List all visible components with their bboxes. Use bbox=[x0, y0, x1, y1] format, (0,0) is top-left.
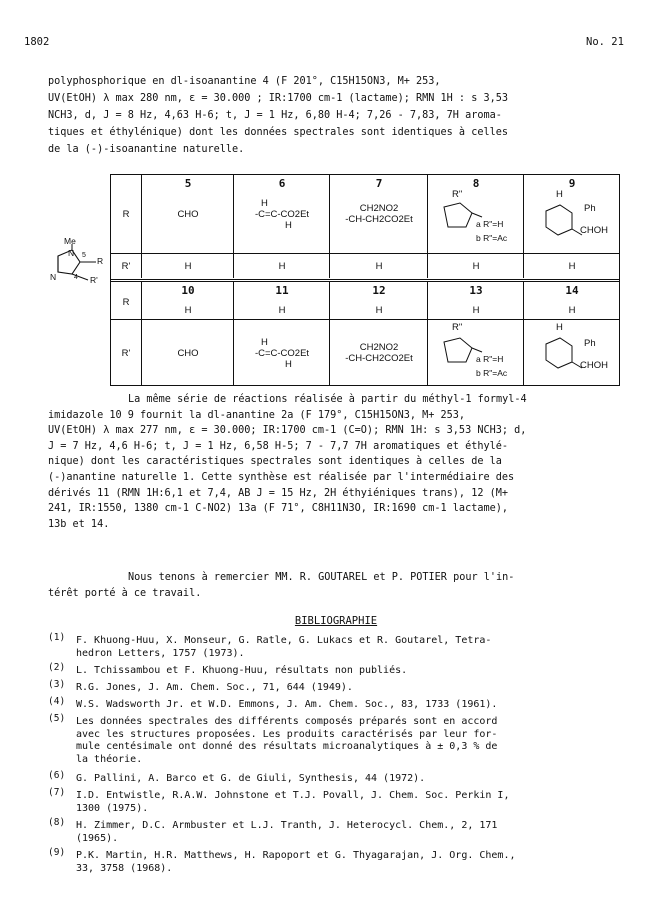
table-cell bbox=[523, 254, 620, 278]
table-cell bbox=[427, 254, 524, 278]
substituent-text: H bbox=[375, 260, 383, 272]
reference-number: (8) bbox=[48, 817, 66, 828]
methyl-label: Me bbox=[64, 236, 76, 246]
body-line: J = 7 Hz, 4,6 H-6; t, J = 1 Hz, 6,58 H-5; 7 - 7,7 7H aromatiques et éthylé- bbox=[48, 440, 509, 452]
intro-line: UV(EtOH) λ max 280 nm, ε = 30.000 ; IR:1700 cm-1 (lactame); RMN 1H : s 3,53 bbox=[48, 93, 509, 104]
table-cell bbox=[427, 282, 524, 322]
substituent-text: -C=C-CO2Et bbox=[254, 208, 310, 220]
reference-text: L. Tchissambou et F. Khuong-Huu, résultats non publiés. bbox=[76, 665, 408, 676]
table-cell bbox=[523, 320, 620, 386]
reference-text: H. Zimmer, D.C. Armbuster et L.J. Tranth, J. Heterocycl. Chem., 2, 171 (1965). bbox=[76, 820, 498, 844]
compound-number: 10 bbox=[181, 284, 195, 297]
lactam-ring-drawing bbox=[436, 332, 486, 370]
acknowledgement-line: Nous tenons à remercier MM. R. GOUTAREL et P. POTIER pour l'in- bbox=[128, 572, 515, 583]
body-line: UV(EtOH) λ max 277 nm, ε = 30.000; IR:1700 cm-1 (C=O); RMN 1H: s 3,53 NCH3; d, bbox=[48, 425, 527, 437]
piperidine-ring-drawing bbox=[536, 199, 586, 243]
reference-number: (5) bbox=[48, 713, 66, 724]
pos4-label: 4 bbox=[74, 274, 78, 281]
reference-text: G. Pallini, A. Barco et G. de Giuli, Synthesis, 44 (1972). bbox=[76, 773, 426, 784]
table-cell bbox=[233, 282, 330, 322]
substituent-text: Ph bbox=[584, 338, 596, 349]
table-cell bbox=[233, 175, 330, 253]
body-line: imidazole 10 9 fournit la dl-anantine 2a (F 179°, C15H15ON3, M+ 253, bbox=[48, 409, 466, 421]
acknowledgement-line: térêt porté à ce travail. bbox=[48, 587, 202, 599]
substituent-text: H bbox=[260, 197, 268, 209]
body-line: (-)anantine naturelle 1. Cette synthèse est réalisée par l'intermédiaire des bbox=[48, 471, 515, 483]
body-line: dérivés 11 (RMN 1H:6,1 et 7,4, AB J = 15 Hz, 2H éthyiéniques trans), 12 (M+ bbox=[48, 487, 509, 499]
table-row bbox=[111, 279, 619, 322]
compound-number: 8 bbox=[472, 177, 480, 190]
substituent-text: b R"=Ac bbox=[476, 368, 508, 378]
substituent-text: H bbox=[472, 260, 480, 272]
substituent-text: H bbox=[556, 189, 563, 200]
acknowledgement bbox=[48, 570, 628, 601]
lactam-ring-drawing bbox=[436, 197, 486, 235]
table-cell bbox=[233, 320, 330, 386]
table-row bbox=[111, 253, 619, 278]
row-label-r-prime: R' bbox=[121, 260, 131, 272]
reference-text: W.S. Wadsworth Jr. et W.D. Emmons, J. Am. Chem. Soc., 83, 1733 (1961). bbox=[76, 699, 498, 710]
substituent-text: H bbox=[278, 304, 286, 316]
body-line: 241, IR:1550, 1380 cm-1 C-NO2) 13a (F 71°, C8H11N3O, IR:1690 cm-1 lactame), bbox=[48, 503, 509, 515]
page-number: 1802 bbox=[24, 36, 50, 48]
reference-number: (7) bbox=[48, 787, 66, 798]
substituent-text: H bbox=[278, 260, 286, 272]
substituent-text: H bbox=[184, 260, 192, 272]
compound-number: 6 bbox=[278, 177, 286, 190]
substituent-text: H bbox=[284, 219, 292, 231]
n1-label: N bbox=[68, 248, 75, 258]
table-cell bbox=[329, 175, 428, 253]
substituent-text: R" bbox=[452, 189, 463, 200]
substituent-text: -CH-CH2CO2Et bbox=[345, 353, 413, 364]
substituent-text: CH2NO2 bbox=[359, 342, 399, 353]
table-row bbox=[111, 319, 619, 386]
reference-number: (4) bbox=[48, 696, 66, 707]
substituent-text: CHO bbox=[177, 208, 199, 220]
compound-number: 12 bbox=[372, 284, 386, 297]
issue-number: No. 21 bbox=[586, 36, 624, 48]
intro-line: NCH3, d, J = 8 Hz, 4,63 H-6; t, J = 1 Hz, 6,80 H-4; 7,26 - 7,83, 7H aroma- bbox=[48, 110, 502, 121]
imidazole-structure bbox=[36, 236, 112, 292]
substituent-text: H bbox=[260, 336, 268, 348]
reference-number: (1) bbox=[48, 632, 66, 643]
substituent-text: H bbox=[568, 260, 576, 272]
table-cell bbox=[523, 175, 620, 253]
substituent-text: H bbox=[184, 304, 192, 316]
substituent-text: H bbox=[375, 304, 383, 316]
substituent-text: H bbox=[556, 322, 563, 333]
r-substituent-label: R bbox=[97, 256, 104, 266]
compound-table bbox=[110, 174, 620, 386]
reference-number: (6) bbox=[48, 770, 66, 781]
n3-label: N bbox=[50, 272, 57, 282]
body-line: nique) dont les caractéristiques spectrales sont identiques à celles de la bbox=[48, 456, 502, 468]
intro-line: polyphosphorique en dl-isoanantine 4 (F 201°, C15H15ON3, M+ 253, bbox=[48, 76, 441, 87]
substituent-text: H bbox=[472, 304, 480, 316]
compound-number: 7 bbox=[375, 177, 383, 190]
table-cell bbox=[141, 175, 234, 253]
reference-text: Les données spectrales des différents composés préparés sont en accord avec les structures proposées. Les produits caractérisés par leur for- mule centésimale ont donné des résultats microanalytiques à ± 0,3 % de la théorie. bbox=[76, 716, 498, 765]
reference-number: (2) bbox=[48, 662, 66, 673]
substituent-text: CHO bbox=[177, 347, 199, 359]
substituent-text: a R"=H bbox=[476, 354, 504, 364]
substituent-text: -CH-CH2CO2Et bbox=[345, 214, 413, 225]
compound-number: 13 bbox=[469, 284, 483, 297]
row-label-r-prime: R' bbox=[121, 347, 131, 359]
reference-text: R.G. Jones, J. Am. Chem. Soc., 71, 644 (1949). bbox=[76, 682, 353, 693]
reference-number: (3) bbox=[48, 679, 66, 690]
substituent-text: a R"=H bbox=[476, 219, 504, 229]
table-cell bbox=[427, 175, 524, 253]
reference-text: I.D. Entwistle, R.A.W. Johnstone et T.J. Povall, J. Chem. Soc. Perkin I, 1300 (1975). bbox=[76, 790, 510, 814]
compound-number: 9 bbox=[568, 177, 576, 190]
reference-text: F. Khuong-Huu, X. Monseur, G. Ratle, G. Lukacs et R. Goutarel, Tetra- hedron Letters, 1757 (1973). bbox=[76, 635, 492, 659]
body-line: 13b et 14. bbox=[48, 518, 110, 530]
substituent-text: R" bbox=[452, 322, 463, 333]
substituent-text: CH2NO2 bbox=[359, 203, 399, 214]
row-label-r: R bbox=[122, 208, 130, 220]
compound-number: 11 bbox=[275, 284, 289, 297]
substituent-text: -C=C-CO2Et bbox=[254, 347, 310, 359]
substituent-text: Ph bbox=[584, 203, 596, 214]
substituent-text: H bbox=[284, 358, 292, 370]
row-label-r: R bbox=[122, 296, 130, 308]
intro-line: de la (-)-isoanantine naturelle. bbox=[48, 144, 245, 155]
table-cell bbox=[329, 254, 428, 278]
bibliography-heading: BIBLIOGRAPHIE bbox=[294, 615, 378, 627]
reference-number: (9) bbox=[48, 847, 66, 858]
table-cell bbox=[141, 282, 234, 322]
table-cell bbox=[233, 254, 330, 278]
table-cell bbox=[141, 254, 234, 278]
substituent-text: CHOH bbox=[580, 360, 608, 371]
body-paragraph bbox=[48, 392, 620, 532]
substituent-text: b R"=Ac bbox=[476, 233, 508, 243]
compound-number: 14 bbox=[565, 284, 579, 297]
table-cell bbox=[329, 282, 428, 322]
piperidine-ring-drawing bbox=[536, 332, 586, 376]
substituent-text: CHOH bbox=[580, 225, 608, 236]
table-cell bbox=[427, 320, 524, 386]
r-prime-substituent-label: R' bbox=[90, 275, 98, 285]
intro-line: tiques et éthylénique) dont les données spectrales sont identiques à celles bbox=[48, 127, 509, 138]
body-line: La même série de réactions réalisée à partir du méthyl-1 formyl-4 bbox=[128, 394, 527, 405]
reference-text: P.K. Martin, H.R. Matthews, H. Rapoport et G. Thyagarajan, J. Org. Chem., 33, 3758 (1968). bbox=[76, 850, 516, 874]
compound-number: 5 bbox=[184, 177, 192, 190]
table-cell bbox=[523, 282, 620, 322]
substituent-text: H bbox=[568, 304, 576, 316]
table-row bbox=[111, 175, 619, 253]
table-cell bbox=[329, 320, 428, 386]
pos5-label: 5 bbox=[82, 252, 86, 259]
table-cell bbox=[141, 320, 234, 386]
